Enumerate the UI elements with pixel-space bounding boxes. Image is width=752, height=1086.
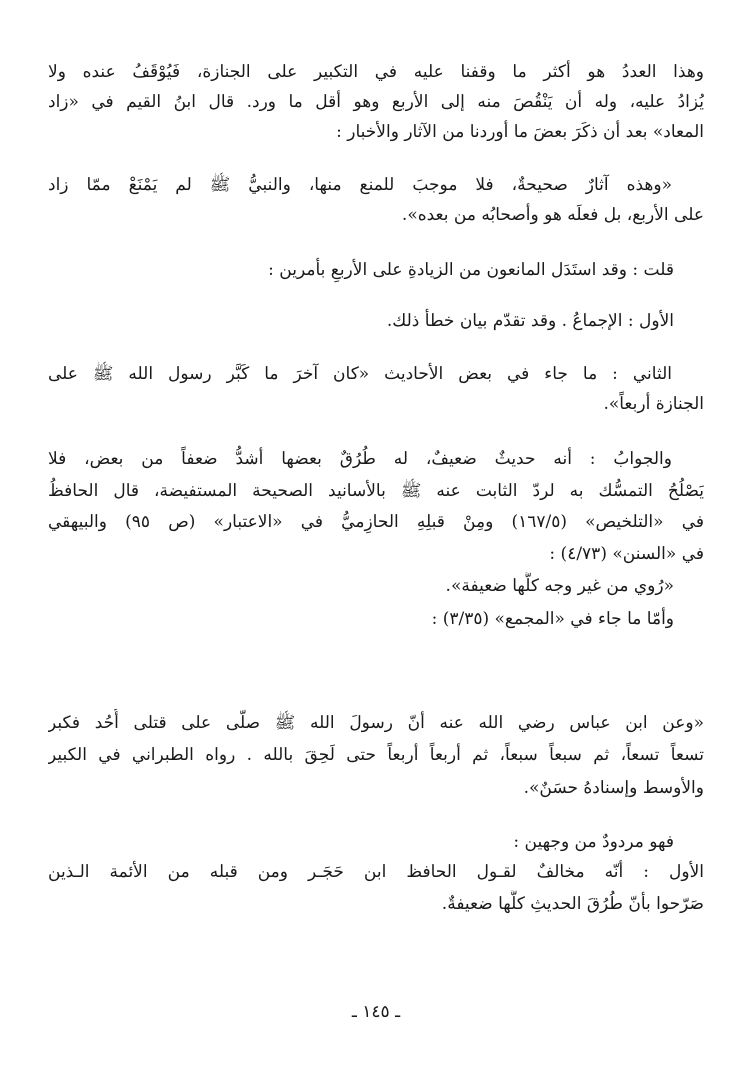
text-line: الثاني : ما جاء في بعض الأحاديث «كان آخرَ ما كَبَّر رسول الله ﷺ على xyxy=(48,364,672,384)
text-line: المعاد» بعد أن ذكَرَ بعضَ ما أوردنا من الآثار والأخبار : xyxy=(336,122,704,142)
text-line: قلت : وقد استَدَل المانعون من الزيادةِ على الأربعِ بأمرين : xyxy=(268,260,674,280)
text-line: وهذا العددُ هو أكثر ما وقفنا عليه في التكبير على الجنازة، فَيُوْقَفُ عنده ولا xyxy=(48,62,704,82)
text-line: صَرّحوا بأنّ طُرُقَ الحديثِ كلَّها ضعيفةٌ. xyxy=(441,894,704,914)
text-line: الجنازة أربعاً». xyxy=(603,394,704,414)
text-line: في «التلخيص» (١٦٧/٥) ومِنْ قبلِهِ الحازِميُّ في «الاعتبار» (ص ٩٥) والبيهقي xyxy=(48,512,704,532)
quote-line: «وهذه آثارٌ صحيحةٌ، فلا موجبَ للمنع منها، والنبيُّ ﷺ لم يَمْنَعْ ممّا زاد xyxy=(48,175,672,195)
text-line: يَصْلُحُ التمسُّك به لردّ الثابت عنه ﷺ بالأسانيد الصحيحة المستفيضة، قال الحافظُ xyxy=(48,481,704,501)
quote-line: تسعاً تسعاً، ثم سبعاً سبعاً، ثم أربعاً أربعاً حتى لَحِقَ بالله . رواه الطبراني في الكبير xyxy=(48,745,704,765)
quote-line: «رُوي من غير وجه كلُّها ضعيفة». xyxy=(445,576,674,596)
text-line: وأمّا ما جاء في «المجمع» (٣/٣٥) : xyxy=(431,609,674,629)
page-number: ـ ١٤٥ ـ xyxy=(351,1002,401,1022)
text-line: والجوابُ : أنه حديثٌ ضعيفٌ، له طُرُقٌ بعضها أشدُّ ضعفاً من بعض، فلا xyxy=(48,449,672,469)
quote-line: «وعن ابن عباس رضي الله عنه أنّ رسولَ الله ﷺ صلّى على قتلى أُحُد فكبر xyxy=(48,713,704,733)
quote-line: والأوسط وإسنادهُ حسَنٌ». xyxy=(523,778,704,798)
quote-line: على الأربع، بل فعلَه هو وأصحابُه من بعده». xyxy=(401,205,704,225)
text-line: الأول : أنّه مخالفٌ لقـول الحافظ ابن حَجَـر ومن قبله من الأئمة الـذين xyxy=(48,862,704,882)
text-line: فهو مردودٌ من وجهين : xyxy=(513,832,674,852)
text-line: الأول : الإجماعُ . وقد تقدّم بيان خطأ ذلك. xyxy=(386,311,674,331)
text-line: في «السنن» (٤/٧٣) : xyxy=(549,544,704,564)
text-line: يُزادُ عليه، وله أن يَنْقُصَ منه إلى الأربع وهو أقل ما ورد. قال ابنُ القيم في «زاد xyxy=(48,92,704,112)
